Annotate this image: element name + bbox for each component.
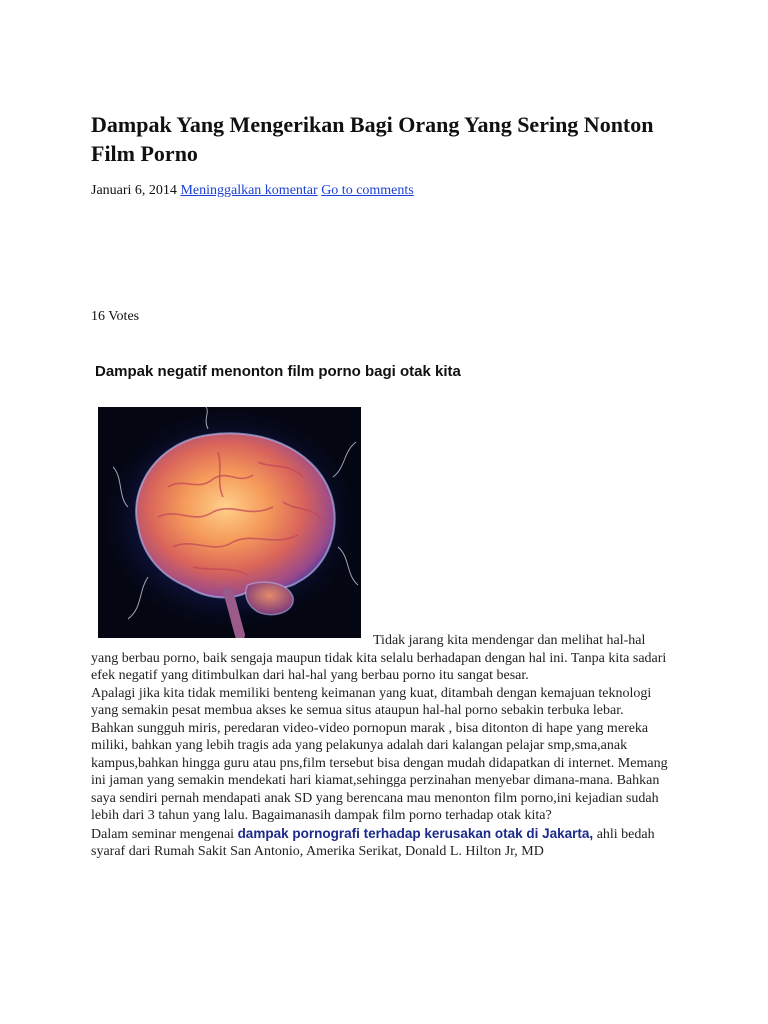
paragraph-4 bbox=[91, 825, 681, 861]
leave-comment-link[interactable]: Meninggalkan komentar bbox=[180, 183, 318, 198]
brain-image bbox=[98, 407, 361, 638]
paragraph-4-intro: Dalam seminar mengenai bbox=[91, 826, 238, 842]
paragraph-1-rest: yang berbau porno, baik sengaja maupun tidak kita selalu berhadapan dengan hal ini. Tanpa kita sadari efek negatif yang ditimbulkan dari hal-hal yang berbau porno itu sangat besar. bbox=[91, 650, 667, 683]
paragraph-4-rest: ahli bedah syaraf dari Rumah Sakit San Antonio, Amerika Serikat, Donald L. Hilton Jr, MD bbox=[91, 826, 655, 859]
article-body bbox=[91, 632, 681, 861]
article-title: Dampak Yang Mengerikan Bagi Orang Yang Sering Nonton Film Porno bbox=[91, 112, 654, 166]
go-to-comments-link[interactable]: Go to comments bbox=[321, 183, 414, 198]
paragraph-2: Apalagi jika kita tidak memiliki benteng keimanan yang kuat, ditambah dengan kemajuan teknologi yang semakin pesat membua akses ke semua situs ataupun hal-hal porno sebakin terbuka lebar. bbox=[91, 685, 652, 718]
votes-count: 16 Votes bbox=[91, 309, 140, 324]
paragraph-1-first-line: Tidak jarang kita mendengar dan melihat hal-hal bbox=[373, 633, 646, 648]
article-subheading: Dampak negatif menonton film porno bagi otak kita bbox=[95, 363, 461, 380]
inline-article-link[interactable]: dampak pornografi terhadap kerusakan otak di Jakarta, bbox=[237, 825, 594, 841]
paragraph-3: Bahkan sungguh miris, peredaran video-video pornopun marak , bisa ditonton di hape yang mereka miliki, bahkan yang lebih tragis ada yang pelakunya adalah dari kalangan pelajar smp,sma,anak kampus,bahkan hingga guru atau pns,film tersebut bisa dengan mudah didapatkan di internet. Memang ini jaman yang semakin mendekati hari kiamat,sehingga perzinahan menyebar dimana-mana. Bahkan saya sendiri pernah mendapati anak SD yang berencana mau menonton film porno,ini kejadian sudah lebih dari 3 tahun yang lalu. Bagaimanasih dampak film porno terhadap otak kita? bbox=[91, 720, 668, 823]
article-meta bbox=[91, 182, 414, 200]
paragraph-1 bbox=[91, 632, 681, 685]
post-date: Januari 6, 2014 bbox=[91, 183, 177, 198]
brain-illustration bbox=[98, 407, 361, 638]
